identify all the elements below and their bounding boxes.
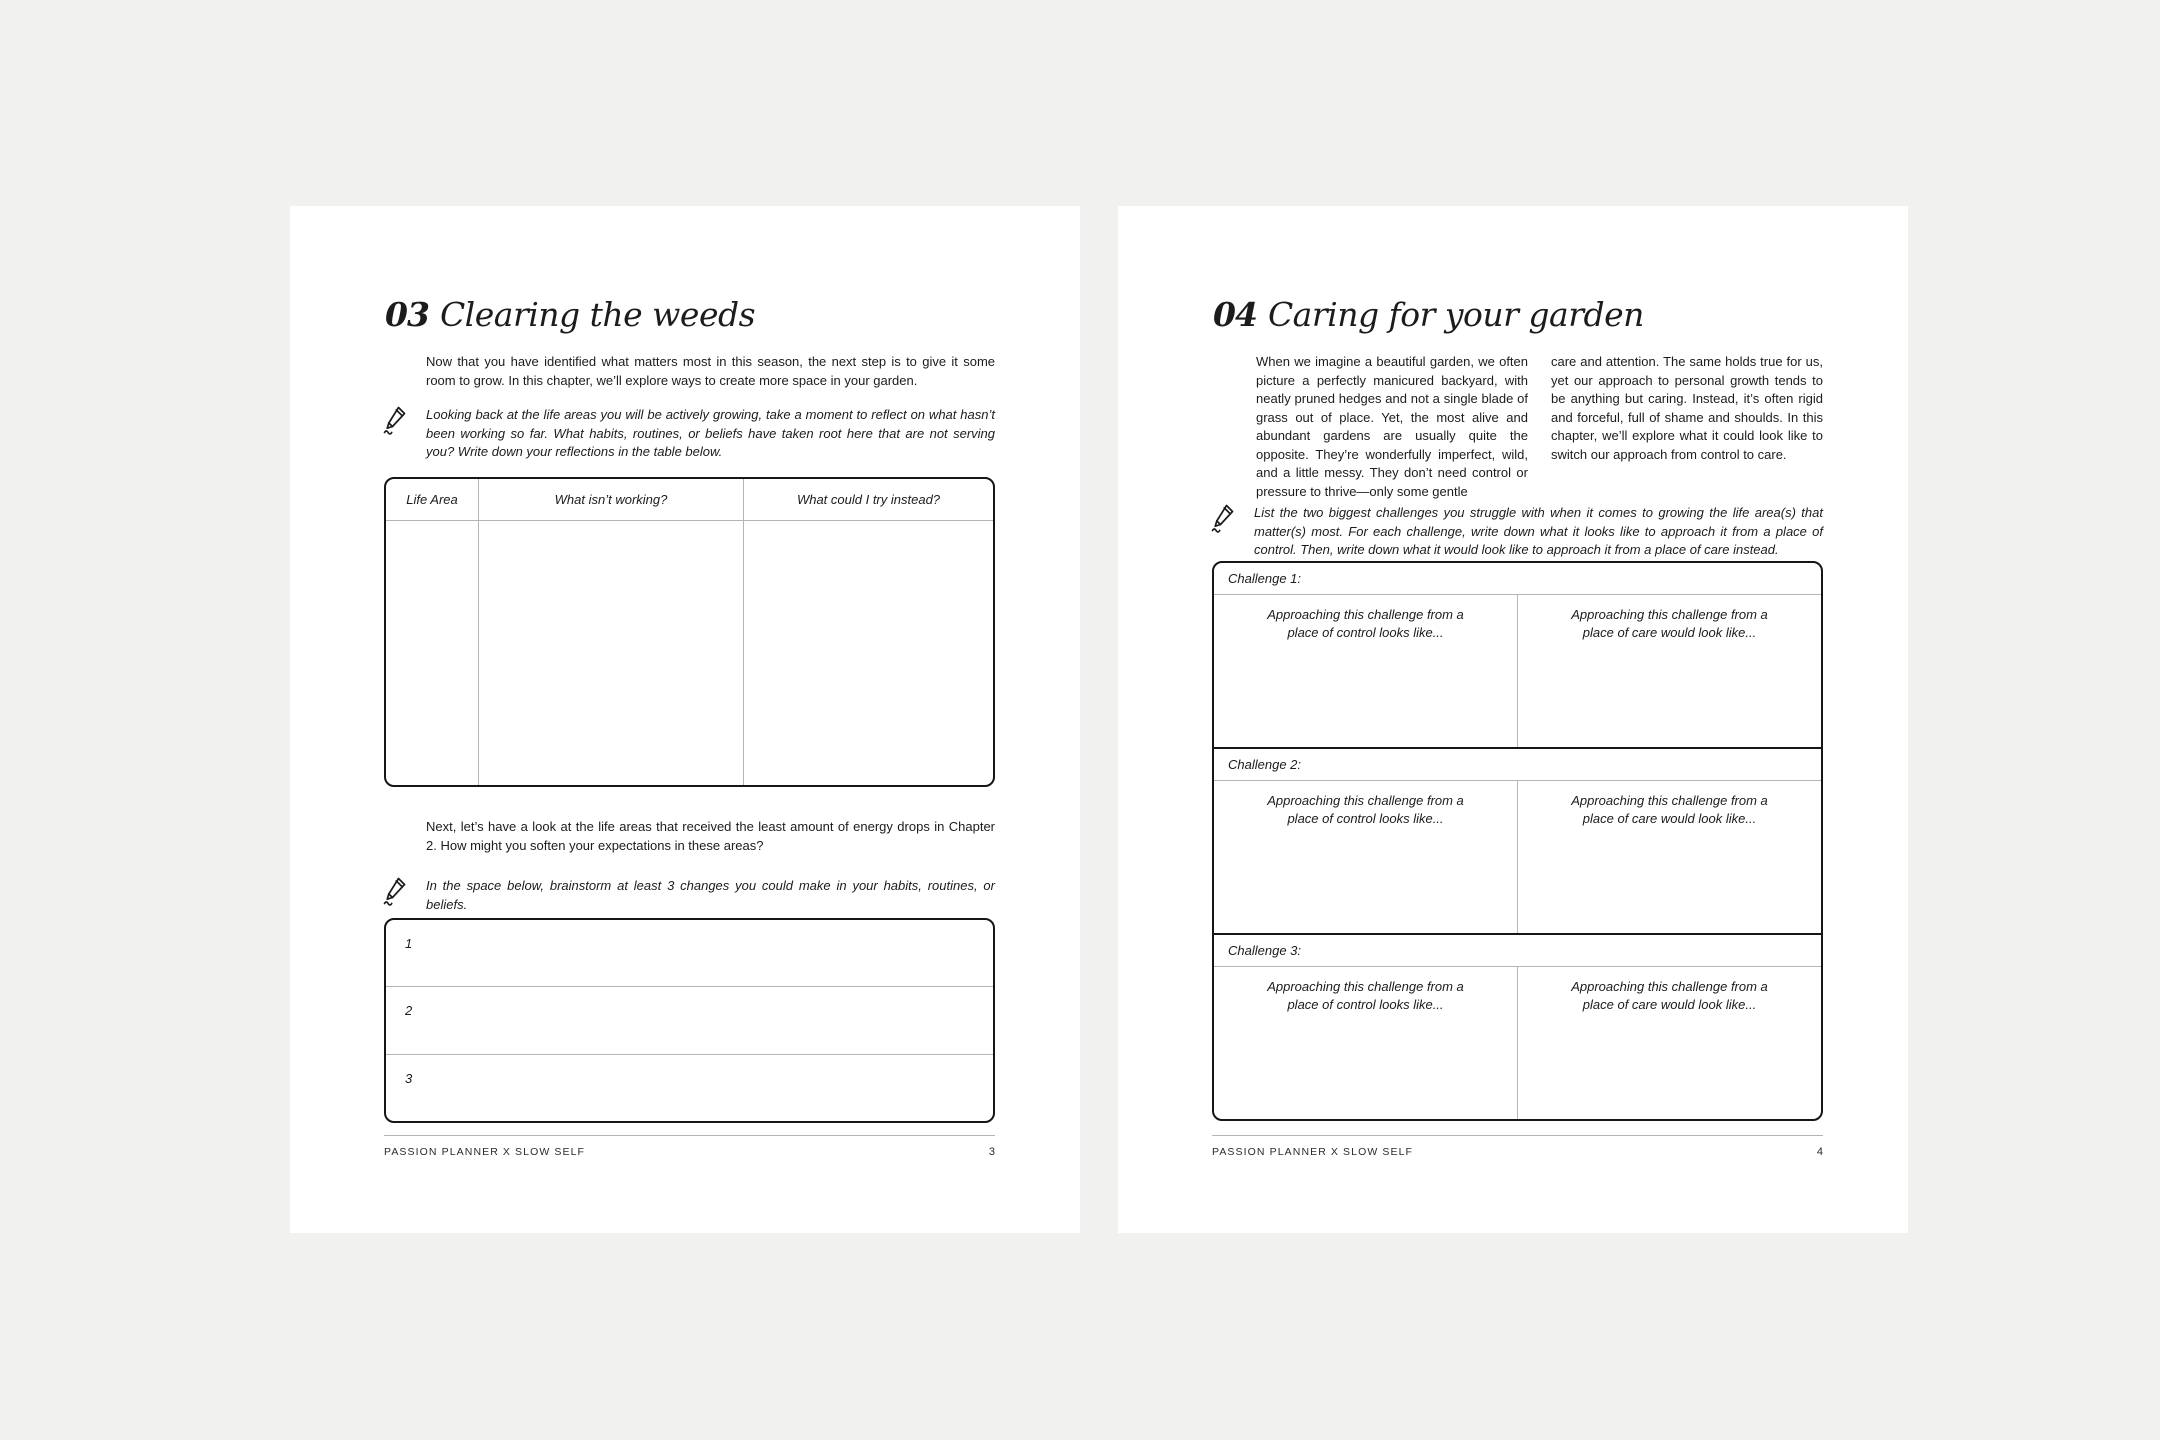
chapter-heading <box>385 294 995 336</box>
exercise-prompt-1: Looking back at the life areas you will be actively growing, take a moment to reflect on what hasn’t been working so far. What habits, routines, or beliefs have taken root here that are not serving you? Write down your reflections in the table below. <box>426 407 995 459</box>
challenge-control-heading: Approaching this challenge from a place of control looks like... <box>1267 793 1464 826</box>
list-number: 1 <box>405 936 413 951</box>
challenge-care-cell <box>1518 967 1821 1119</box>
intro-column-2: care and attention. The same holds true for us, yet our approach to personal growth tends to be anything but caring. Instead, it’s often rigid and forceful, full of shame and shoulds. In this chapter, we’ll explore what it could look like to switch our approach from control to care. <box>1551 354 1823 462</box>
table-header-life-area: Life Area <box>386 479 478 521</box>
challenge-control-cell <box>1214 595 1518 747</box>
challenge-control-heading: Approaching this challenge from a place of control looks like... <box>1267 607 1464 640</box>
pencil-icon <box>382 405 408 435</box>
challenge-care-heading: Approaching this challenge from a place of care would look like... <box>1571 793 1768 826</box>
page-number: 3 <box>988 1146 995 1158</box>
list-row-3 <box>386 1054 993 1121</box>
list-row-1 <box>386 920 993 986</box>
list-number: 3 <box>405 1070 413 1086</box>
chapter-title: Caring for your garden <box>1267 295 1644 334</box>
table-header-not-working: What isn’t working? <box>478 479 743 521</box>
footer-brand: PASSION PLANNER X SLOW SELF <box>1212 1146 1414 1158</box>
challenge-care-cell <box>1518 595 1821 747</box>
pencil-icon <box>382 876 408 906</box>
challenge-control-heading: Approaching this challenge from a place of control looks like... <box>1267 979 1464 1012</box>
page-footer <box>1212 1135 1823 1158</box>
intro-paragraph: Now that you have identified what matters most in this season, the next step is to give it some room to grow. In this chapter, we’ll explore ways to create more space in your garden. <box>426 354 995 388</box>
table-header-try-instead: What could I try instead? <box>743 479 993 521</box>
between-paragraph: Next, let’s have a look at the life areas that received the least amount of energy drops in Chapter 2. How might you soften your expectations in these areas? <box>426 819 995 853</box>
page-number: 4 <box>1816 1146 1823 1158</box>
challenge-label: Challenge 2: <box>1214 749 1821 781</box>
challenge-control-cell <box>1214 967 1518 1119</box>
challenge-block-3 <box>1214 933 1821 1119</box>
intro-column-1: When we imagine a beautiful garden, we often picture a perfectly manicured backyard, with neatly pruned hedges and not a single blade of grass out of place. Yet, the most alive and abundant gardens are usually quite the opposite. They’re wonderfully imperfect, wild, and a little messy. They don’t need control or pressure to thrive—only some gentle <box>1256 354 1528 499</box>
challenges-box <box>1212 561 1823 1121</box>
chapter-number: 04 <box>1213 295 1257 334</box>
list-row-2 <box>386 986 993 1053</box>
challenge-care-heading: Approaching this challenge from a place of care would look like... <box>1571 607 1768 640</box>
chapter-number: 03 <box>385 295 429 334</box>
challenge-control-cell <box>1214 781 1518 933</box>
chapter-title: Clearing the weeds <box>439 295 756 334</box>
table-cell-try-instead <box>743 521 993 785</box>
pencil-icon <box>1210 503 1236 533</box>
footer-brand: PASSION PLANNER X SLOW SELF <box>384 1146 586 1158</box>
workbook-page-3 <box>290 206 1080 1233</box>
workbook-page-4 <box>1118 206 1908 1233</box>
challenge-body <box>1214 781 1821 933</box>
table-cell-life-area <box>386 521 478 785</box>
challenge-body <box>1214 967 1821 1119</box>
challenge-care-cell <box>1518 781 1821 933</box>
page-footer <box>384 1135 995 1158</box>
challenge-care-heading: Approaching this challenge from a place of care would look like... <box>1571 979 1768 1012</box>
exercise-prompt-2: In the space below, brainstorm at least 3 changes you could make in your habits, routines, or beliefs. <box>426 878 995 912</box>
reflection-table <box>384 477 995 787</box>
exercise-prompt: List the two biggest challenges you struggle with when it comes to growing the life area(s) that matter(s) most. For each challenge, write down what it looks like to approach it from a place of control. Then, write down what it would look like to approach it from a place of care instead. <box>1254 505 1823 557</box>
chapter-heading <box>1213 294 1823 336</box>
list-number: 2 <box>405 1003 413 1019</box>
brainstorm-list-box <box>384 918 995 1123</box>
challenge-label: Challenge 1: <box>1214 563 1821 595</box>
challenge-body <box>1214 595 1821 747</box>
table-cell-not-working <box>478 521 743 785</box>
challenge-block-2 <box>1214 747 1821 933</box>
challenge-block-1 <box>1214 563 1821 747</box>
challenge-label: Challenge 3: <box>1214 935 1821 967</box>
intro-columns <box>1256 353 1823 501</box>
